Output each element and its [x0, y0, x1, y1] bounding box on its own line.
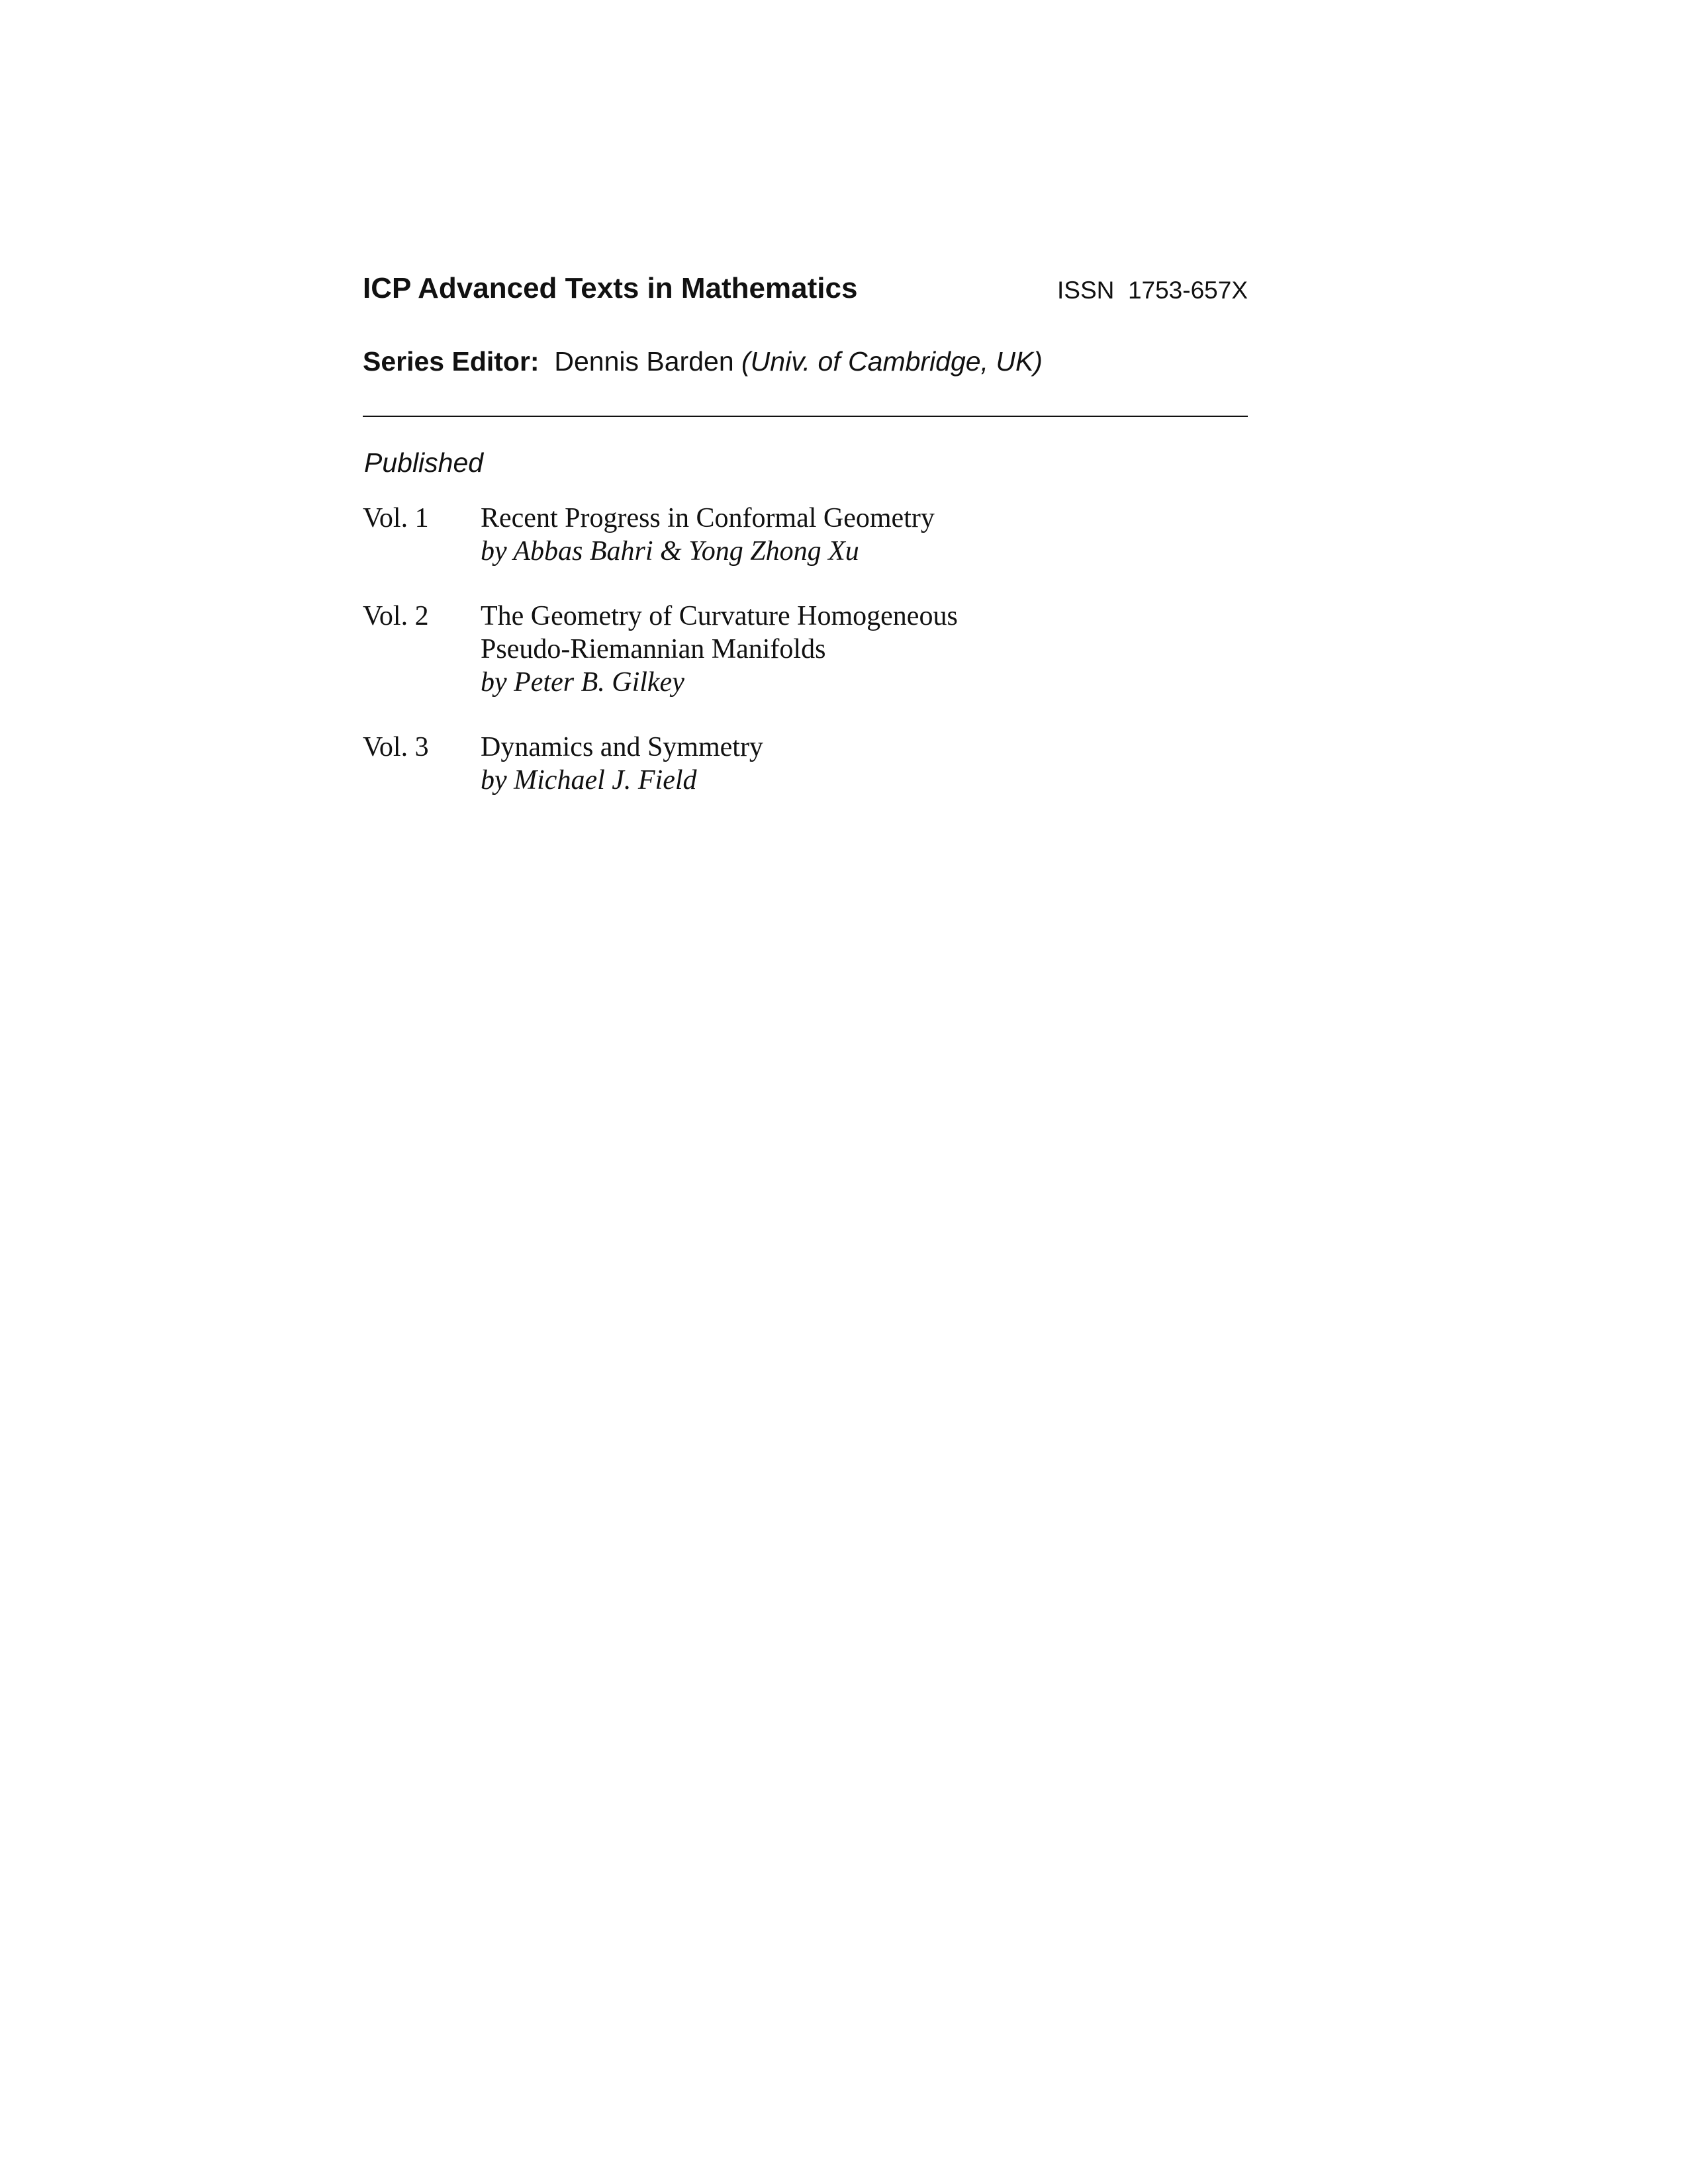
volume-title: Recent Progress in Conformal Geometry	[481, 503, 935, 533]
published-heading: Published	[364, 447, 484, 478]
series-editor-affiliation: (Univ. of Cambridge, UK)	[741, 346, 1043, 377]
divider-rule	[363, 416, 1248, 417]
volume-author: by Peter B. Gilkey	[481, 667, 684, 698]
volume-number: Vol. 3	[363, 732, 429, 762]
series-title: ICP Advanced Texts in Mathematics	[363, 272, 858, 304]
volume-author: by Michael J. Field	[481, 765, 697, 796]
series-editor-line	[363, 348, 1043, 375]
series-editor-name: Dennis Barden	[554, 346, 734, 377]
volume-title: Dynamics and Symmetry	[481, 732, 763, 762]
volume-title-continued: Pseudo-Riemannian Manifolds	[481, 634, 826, 664]
volume-author: by Abbas Bahri & Yong Zhong Xu	[481, 536, 859, 567]
issn: ISSN 1753-657X	[1057, 277, 1248, 304]
series-editor-label: Series Editor:	[363, 346, 539, 377]
volume-number: Vol. 1	[363, 503, 429, 533]
volume-number: Vol. 2	[363, 601, 429, 631]
volume-title: The Geometry of Curvature Homogeneous	[481, 601, 958, 631]
